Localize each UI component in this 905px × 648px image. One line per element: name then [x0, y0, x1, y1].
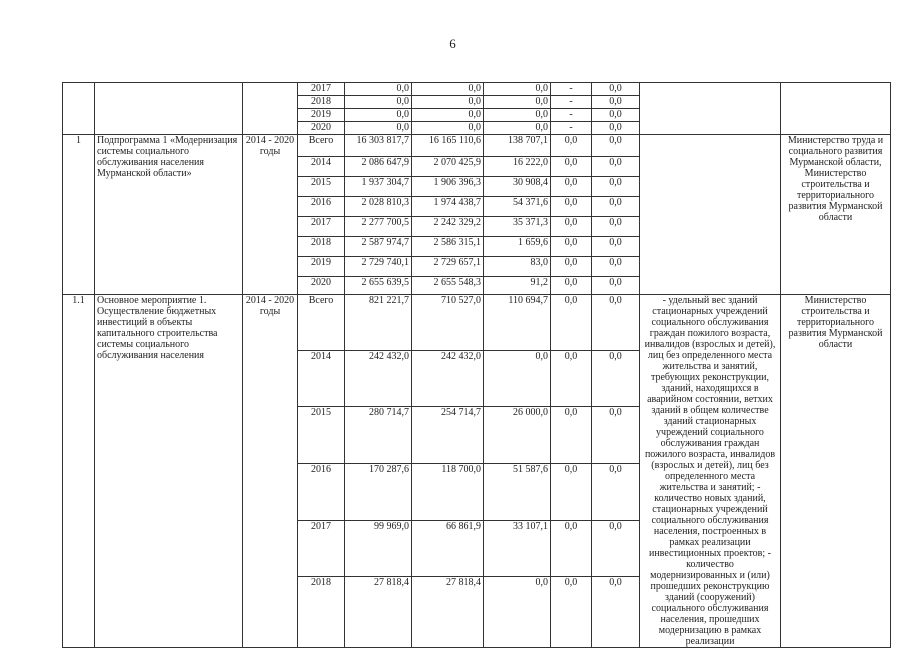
year-cell: 2015 — [298, 407, 345, 464]
empty-cell — [63, 83, 95, 135]
indicators-cell — [640, 135, 781, 295]
table-row — [63, 135, 891, 157]
regional-budget-cell: 2 586 315,1 — [412, 237, 484, 257]
local-budget-cell: 0,0 — [551, 463, 592, 520]
other-sources-cell: 0,0 — [592, 463, 640, 520]
year-cell: 2018 — [298, 237, 345, 257]
other-sources-cell: 0,0 — [592, 577, 640, 648]
year-cell: 2019 — [298, 257, 345, 277]
regional-budget-cell: 0,0 — [412, 96, 484, 109]
indicators-cell: - удельный вес зданий стационарных учреждений социального обслуживания граждан пожилого возраста, инвалидов (взрослых и детей), лиц без определенного места жительства и занятий, требующих реконструкции, зданий, находящихся в аварийном состоянии, ветхих зданий в общем количестве зданий стационарных учреждений социального обслуживания граждан пожилого возраста, инвалидов (взрослых и детей), лиц без определенного места жительства и занятий; - количество новых зданий, стационарных учреждений социального обслуживания населения, построенных в рамках реализации инвестиционных проектов; - количество модернизированных и (или) прошедших реконструкцию зданий (сооружений) социального обслуживания населения, прошедших модернизацию в рамках реализации — [640, 295, 781, 648]
total-cell: 99 969,0 — [345, 520, 412, 577]
total-cell: 0,0 — [345, 122, 412, 135]
total-cell: 821 221,7 — [345, 295, 412, 351]
year-cell: 2018 — [298, 96, 345, 109]
activity-name: Основное мероприятие 1. Осуществление бюджетных инвестиций в объекты капитального строительства системы социального обслуживания населения — [95, 295, 243, 648]
year-cell: 2020 — [298, 277, 345, 295]
federal-budget-cell: 0,0 — [484, 109, 551, 122]
regional-budget-cell: 2 655 548,3 — [412, 277, 484, 295]
local-budget-cell: 0,0 — [551, 157, 592, 177]
regional-budget-cell: 2 242 329,2 — [412, 217, 484, 237]
total-cell: 2 028 810,3 — [345, 197, 412, 217]
page-number: 6 — [449, 36, 456, 51]
other-sources-cell: 0,0 — [592, 277, 640, 295]
total-cell: 242 432,0 — [345, 350, 412, 407]
total-cell: 2 086 647,9 — [345, 157, 412, 177]
year-cell: Всего — [298, 295, 345, 351]
other-sources-cell: 0,0 — [592, 157, 640, 177]
federal-budget-cell: 110 694,7 — [484, 295, 551, 351]
period-cell: 2014 - 2020 годы — [243, 295, 298, 648]
other-sources-cell: 0,0 — [592, 257, 640, 277]
year-cell: 2014 — [298, 157, 345, 177]
regional-budget-cell: 710 527,0 — [412, 295, 484, 351]
federal-budget-cell: 30 908,4 — [484, 177, 551, 197]
federal-budget-cell: 1 659,6 — [484, 237, 551, 257]
other-sources-cell: 0,0 — [592, 217, 640, 237]
regional-budget-cell: 118 700,0 — [412, 463, 484, 520]
empty-cell — [95, 83, 243, 135]
other-sources-cell: 0,0 — [592, 135, 640, 157]
other-sources-cell: 0,0 — [592, 520, 640, 577]
regional-budget-cell: 27 818,4 — [412, 577, 484, 648]
local-budget-cell: 0,0 — [551, 135, 592, 157]
local-budget-cell: 0,0 — [551, 295, 592, 351]
year-cell: 2014 — [298, 350, 345, 407]
year-cell: 2019 — [298, 109, 345, 122]
other-sources-cell: 0,0 — [592, 295, 640, 351]
other-sources-cell: 0,0 — [592, 197, 640, 217]
local-budget-cell: 0,0 — [551, 237, 592, 257]
local-budget-cell: 0,0 — [551, 277, 592, 295]
local-budget-cell: 0,0 — [551, 350, 592, 407]
regional-budget-cell: 1 974 438,7 — [412, 197, 484, 217]
total-cell: 16 303 817,7 — [345, 135, 412, 157]
year-cell: 2016 — [298, 197, 345, 217]
local-budget-cell: 0,0 — [551, 520, 592, 577]
regional-budget-cell: 2 070 425,9 — [412, 157, 484, 177]
federal-budget-cell: 0,0 — [484, 577, 551, 648]
federal-budget-cell: 0,0 — [484, 122, 551, 135]
regional-budget-cell: 0,0 — [412, 109, 484, 122]
federal-budget-cell: 0,0 — [484, 96, 551, 109]
table-row — [63, 295, 891, 351]
executor-cell: Министерство строительства и территориального развития Мурманской области — [781, 295, 891, 648]
regional-budget-cell: 16 165 110,6 — [412, 135, 484, 157]
period-cell: 2014 - 2020 годы — [243, 135, 298, 295]
total-cell: 170 287,6 — [345, 463, 412, 520]
local-budget-cell: 0,0 — [551, 217, 592, 237]
federal-budget-cell: 35 371,3 — [484, 217, 551, 237]
other-sources-cell: 0,0 — [592, 109, 640, 122]
total-cell: 0,0 — [345, 83, 412, 96]
local-budget-cell: - — [551, 96, 592, 109]
regional-budget-cell: 254 714,7 — [412, 407, 484, 464]
empty-cell — [781, 83, 891, 135]
total-cell: 2 587 974,7 — [345, 237, 412, 257]
year-cell: 2020 — [298, 122, 345, 135]
federal-budget-cell: 91,2 — [484, 277, 551, 295]
total-cell: 2 729 740,1 — [345, 257, 412, 277]
regional-budget-cell: 242 432,0 — [412, 350, 484, 407]
empty-cell — [243, 83, 298, 135]
federal-budget-cell: 0,0 — [484, 350, 551, 407]
regional-budget-cell: 0,0 — [412, 83, 484, 96]
local-budget-cell: 0,0 — [551, 197, 592, 217]
subprogram-name: Подпрограмма 1 «Модернизация системы социального обслуживания населения Мурманской области» — [95, 135, 243, 295]
table-row — [63, 83, 891, 96]
year-cell: 2016 — [298, 463, 345, 520]
total-cell: 280 714,7 — [345, 407, 412, 464]
federal-budget-cell: 54 371,6 — [484, 197, 551, 217]
regional-budget-cell: 66 861,9 — [412, 520, 484, 577]
local-budget-cell: - — [551, 83, 592, 96]
other-sources-cell: 0,0 — [592, 177, 640, 197]
budget-table — [62, 82, 891, 648]
total-cell: 2 277 700,5 — [345, 217, 412, 237]
total-cell: 2 655 639,5 — [345, 277, 412, 295]
year-cell: 2017 — [298, 217, 345, 237]
local-budget-cell: 0,0 — [551, 257, 592, 277]
other-sources-cell: 0,0 — [592, 350, 640, 407]
row-code: 1.1 — [63, 295, 95, 648]
other-sources-cell: 0,0 — [592, 83, 640, 96]
federal-budget-cell: 33 107,1 — [484, 520, 551, 577]
empty-cell — [640, 83, 781, 135]
year-cell: 2018 — [298, 577, 345, 648]
total-cell: 0,0 — [345, 96, 412, 109]
local-budget-cell: 0,0 — [551, 177, 592, 197]
other-sources-cell: 0,0 — [592, 237, 640, 257]
federal-budget-cell: 0,0 — [484, 83, 551, 96]
federal-budget-cell: 138 707,1 — [484, 135, 551, 157]
total-cell: 27 818,4 — [345, 577, 412, 648]
other-sources-cell: 0,0 — [592, 122, 640, 135]
year-cell: 2017 — [298, 520, 345, 577]
year-cell: 2017 — [298, 83, 345, 96]
local-budget-cell: - — [551, 109, 592, 122]
total-cell: 1 937 304,7 — [345, 177, 412, 197]
year-cell: Всего — [298, 135, 345, 157]
federal-budget-cell: 16 222,0 — [484, 157, 551, 177]
total-cell: 0,0 — [345, 109, 412, 122]
regional-budget-cell: 0,0 — [412, 122, 484, 135]
federal-budget-cell: 26 000,0 — [484, 407, 551, 464]
regional-budget-cell: 2 729 657,1 — [412, 257, 484, 277]
year-cell: 2015 — [298, 177, 345, 197]
local-budget-cell: 0,0 — [551, 407, 592, 464]
row-code: 1 — [63, 135, 95, 295]
other-sources-cell: 0,0 — [592, 407, 640, 464]
local-budget-cell: - — [551, 122, 592, 135]
local-budget-cell: 0,0 — [551, 577, 592, 648]
executor-cell: Министерство труда и социального развития Мурманской области, Министерство строительства и территориального развития Мурманской области — [781, 135, 891, 295]
federal-budget-cell: 83,0 — [484, 257, 551, 277]
other-sources-cell: 0,0 — [592, 96, 640, 109]
federal-budget-cell: 51 587,6 — [484, 463, 551, 520]
regional-budget-cell: 1 906 396,3 — [412, 177, 484, 197]
